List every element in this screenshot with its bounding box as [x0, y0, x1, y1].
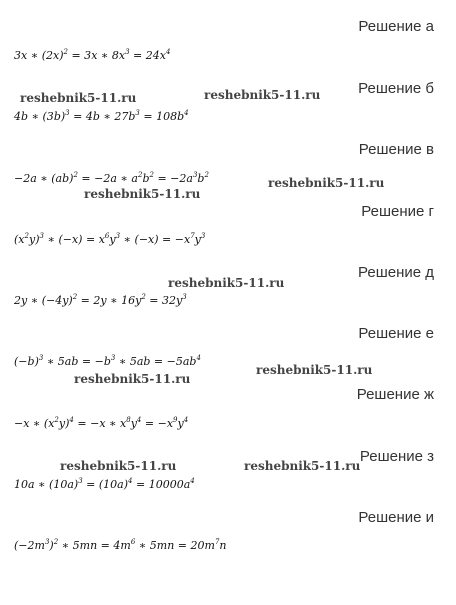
heading-solution-e: Решение е: [358, 325, 434, 342]
heading-solution-b: Решение б: [358, 80, 434, 97]
watermark: reshebnik5-11.ru: [60, 459, 177, 473]
watermark: reshebnik5-11.ru: [20, 91, 137, 105]
formula-solution-b: 4b ∗ $(3b)^3 = 4b$ ∗ $27b^3 = 108b^4$: [14, 109, 189, 123]
watermark: reshebnik5-11.ru: [204, 88, 321, 102]
watermark: reshebnik5-11.ru: [244, 459, 361, 473]
watermark: reshebnik5-11.ru: [256, 363, 373, 377]
formula-solution-z: 10a ∗ $(10a)^3 = (10a)^4 = 10000a^4$: [14, 477, 195, 491]
formula-solution-a: 3x ∗ $(2x)^2 = 3x$ ∗ $8x^3 = 24x^4$: [14, 48, 171, 62]
heading-solution-i: Решение и: [358, 509, 434, 526]
watermark: reshebnik5-11.ru: [268, 176, 385, 190]
watermark: reshebnik5-11.ru: [84, 187, 201, 201]
heading-solution-d: Решение д: [358, 264, 434, 281]
formula-solution-i: $(-2m^3)^2$ ∗ $5mn = 4m^6$ ∗ $5mn = 20m^7n$: [14, 538, 227, 552]
heading-solution-g: Решение г: [361, 203, 434, 220]
formula-solution-d: 2y ∗ $(-4y)^2 = 2y$ ∗ $16y^2 = 32y^3$: [14, 293, 187, 307]
formula-solution-g: $(x^2y)^3$ ∗ $(-x) = x^6y^3$ ∗ $(-x) = -x^7y^3$: [14, 232, 206, 246]
watermark: reshebnik5-11.ru: [168, 276, 285, 290]
watermark: reshebnik5-11.ru: [74, 372, 191, 386]
heading-solution-a: Решение а: [358, 18, 434, 35]
formula-solution-e: $(-b)^3$ ∗ $5ab = -b^3$ ∗ $5ab = -5ab^4$: [14, 354, 201, 368]
heading-solution-zh: Решение ж: [356, 386, 434, 403]
formula-solution-zh: −x ∗ $(x^2y)^4 = -x$ ∗ $x^8y^4 = -x^9y^4$: [14, 416, 189, 430]
heading-solution-z: Решение з: [359, 448, 434, 465]
heading-solution-v: Решение в: [358, 141, 434, 158]
formula-solution-v: −2a ∗ (ab)$^2$ = −2a ∗ $a^2b^2 = -2a^3b^2$: [14, 171, 209, 185]
